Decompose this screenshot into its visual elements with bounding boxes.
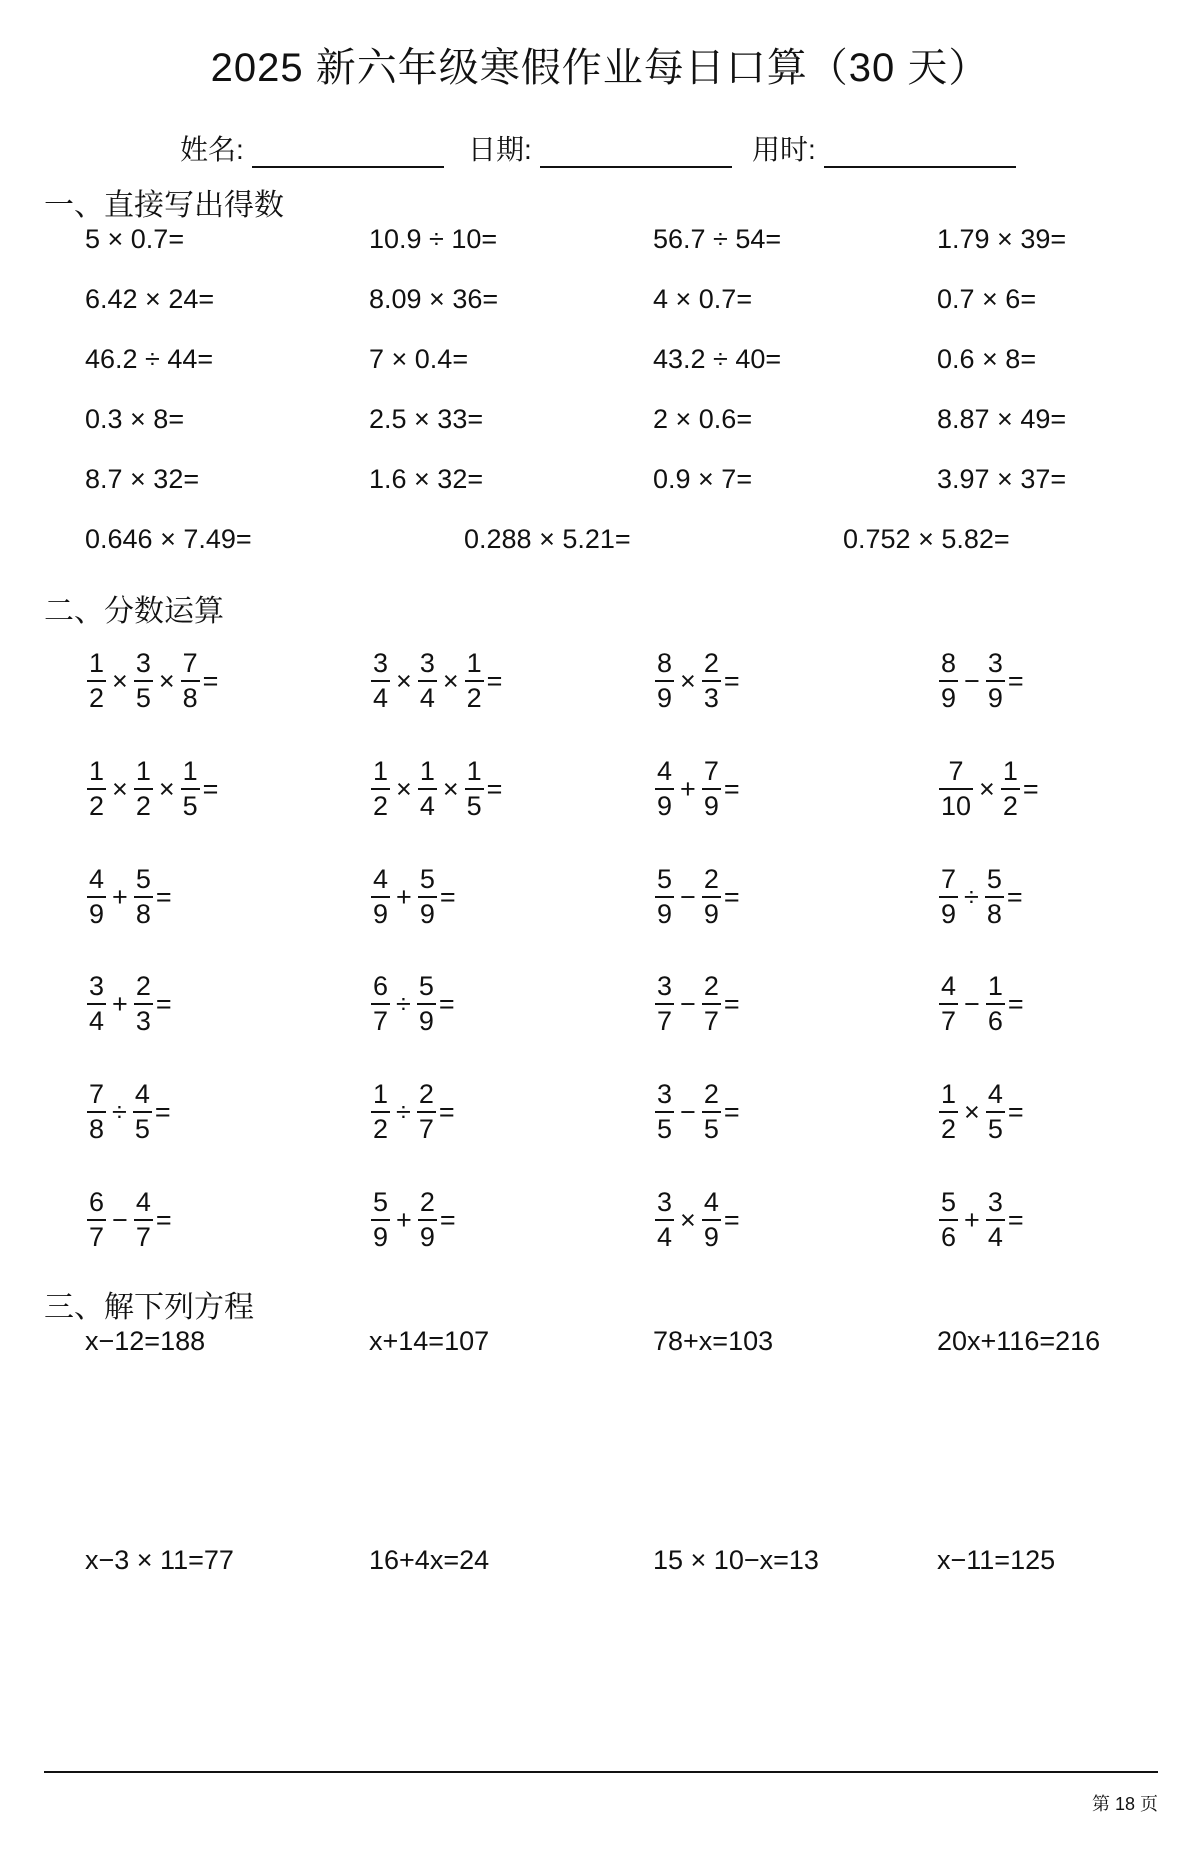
fraction: [87, 758, 106, 820]
operator: ÷: [396, 988, 411, 1019]
equals-sign: =: [439, 1204, 456, 1235]
equals-sign: =: [155, 1204, 172, 1235]
fraction-problem: [369, 641, 502, 721]
operator: ÷: [396, 1096, 411, 1127]
name-label: 姓名:: [180, 134, 244, 165]
fraction: [986, 650, 1005, 712]
numerator: 3: [657, 1079, 673, 1109]
fraction-problem: [937, 857, 1023, 937]
operator: ÷: [112, 1096, 127, 1127]
denominator: 5: [466, 791, 482, 821]
denominator: 4: [987, 1222, 1003, 1252]
fraction: [702, 973, 721, 1035]
denominator: 9: [373, 1222, 389, 1252]
numerator: 1: [987, 971, 1003, 1001]
equation-problem: 78+x=103: [653, 1326, 774, 1356]
fraction-problem: [85, 749, 218, 829]
fraction-problem: [85, 641, 218, 721]
denominator: 4: [419, 683, 435, 713]
fraction: [655, 758, 674, 820]
numerator: 7: [941, 864, 957, 894]
fraction: [417, 973, 436, 1035]
date-blank[interactable]: [540, 138, 732, 168]
fraction: [181, 758, 200, 820]
direct-problem: 8.7 × 32=: [85, 464, 200, 494]
direct-problem: 0.7 × 6=: [937, 284, 1037, 314]
time-field: [752, 128, 1016, 168]
operator: ×: [442, 773, 459, 804]
numerator: 2: [703, 648, 719, 678]
numerator: 3: [987, 1187, 1003, 1217]
numerator: 4: [135, 1187, 151, 1217]
numerator: 3: [657, 1187, 673, 1217]
numerator: 4: [134, 1079, 150, 1109]
numerator: 5: [135, 864, 151, 894]
direct-problem: 5 × 0.7=: [85, 224, 185, 254]
fraction-problem: [369, 1072, 455, 1152]
operator: +: [964, 1204, 980, 1235]
section-heading-equations: 三、解下列方程: [44, 1291, 254, 1324]
operator: +: [680, 773, 696, 804]
operator: ×: [112, 665, 128, 696]
numerator: 3: [135, 648, 151, 678]
direct-problem: 46.2 ÷ 44=: [85, 344, 214, 374]
direct-problem: 0.9 × 7=: [653, 464, 753, 494]
denominator: 9: [419, 899, 435, 929]
operator: ×: [979, 773, 995, 804]
equals-sign: =: [1007, 988, 1024, 1019]
fraction: [134, 650, 153, 712]
fraction-problem: [653, 749, 740, 829]
numerator: 1: [419, 756, 435, 786]
page-number: 第 18 页: [1091, 1794, 1158, 1814]
operator: ×: [158, 665, 175, 696]
numerator: 3: [373, 648, 389, 678]
equals-sign: =: [723, 988, 740, 1019]
equals-sign: =: [154, 1096, 171, 1127]
numerator: 2: [703, 971, 719, 1001]
numerator: 4: [373, 864, 389, 894]
numerator: 3: [987, 648, 1003, 678]
denominator: 6: [941, 1222, 957, 1252]
denominator: 8: [182, 683, 198, 713]
equals-sign: =: [1006, 881, 1023, 912]
numerator: 1: [466, 756, 482, 786]
numerator: 4: [89, 864, 105, 894]
direct-problem: 3.97 × 37=: [937, 464, 1067, 494]
equals-sign: =: [438, 988, 455, 1019]
name-blank[interactable]: [252, 138, 444, 168]
time-label: 用时:: [752, 134, 816, 165]
fraction: [134, 758, 153, 820]
numerator: 4: [987, 1079, 1003, 1109]
direct-problem: 2 × 0.6=: [653, 404, 753, 434]
denominator: 9: [941, 899, 957, 929]
fraction: [655, 1081, 674, 1143]
equals-sign: =: [723, 881, 740, 912]
equals-sign: =: [723, 665, 740, 696]
fraction-problem: [369, 857, 456, 937]
fraction-problem: [85, 964, 172, 1044]
direct-problem: 43.2 ÷ 40=: [653, 344, 782, 374]
denominator: 4: [373, 683, 389, 713]
numerator: 2: [703, 1079, 719, 1109]
fraction-problem: [85, 1072, 171, 1152]
numerator: 1: [373, 1079, 389, 1109]
direct-problem-long: 0.646 × 7.49=: [85, 524, 252, 554]
direct-problem-long: 0.288 × 5.21=: [464, 524, 631, 554]
denominator: 10: [941, 791, 972, 821]
denominator: 5: [657, 1114, 673, 1144]
denominator: 7: [657, 1006, 673, 1036]
numerator: 5: [986, 864, 1002, 894]
equals-sign: =: [1022, 773, 1039, 804]
fraction-problem: [937, 964, 1024, 1044]
direct-problem: 0.6 × 8=: [937, 344, 1037, 374]
fraction: [181, 650, 200, 712]
operator: +: [396, 1204, 412, 1235]
denominator: 9: [419, 1222, 435, 1252]
denominator: 7: [373, 1006, 389, 1036]
fraction-problem: [937, 1180, 1024, 1260]
numerator: 5: [419, 864, 435, 894]
denominator: 3: [703, 683, 719, 713]
denominator: 3: [135, 1006, 151, 1036]
fraction: [702, 866, 721, 928]
denominator: 2: [373, 791, 389, 821]
date-field: [468, 128, 732, 168]
fraction: [986, 1189, 1005, 1251]
denominator: 9: [941, 683, 957, 713]
fraction: [87, 866, 106, 928]
fraction: [655, 866, 674, 928]
denominator: 7: [941, 1006, 957, 1036]
equals-sign: =: [486, 773, 503, 804]
fraction: [418, 650, 437, 712]
fraction: [133, 1081, 152, 1143]
numerator: 4: [703, 1187, 719, 1217]
fraction: [939, 650, 958, 712]
denominator: 8: [89, 1114, 105, 1144]
denominator: 2: [941, 1114, 957, 1144]
operator: ×: [158, 773, 175, 804]
fraction: [939, 866, 958, 928]
fraction-problem: [369, 964, 455, 1044]
denominator: 9: [657, 683, 673, 713]
denominator: 7: [418, 1114, 434, 1144]
numerator: 3: [657, 971, 673, 1001]
numerator: 1: [89, 648, 105, 678]
fraction-problem: [937, 749, 1039, 829]
fraction: [939, 973, 958, 1035]
equals-sign: =: [723, 1096, 740, 1127]
operator: −: [680, 881, 696, 912]
denominator: 4: [89, 1006, 105, 1036]
denominator: 4: [419, 791, 435, 821]
fraction: [371, 973, 390, 1035]
fraction: [985, 866, 1004, 928]
numerator: 6: [373, 971, 389, 1001]
fraction: [418, 1189, 437, 1251]
denominator: 8: [135, 899, 151, 929]
fraction: [465, 650, 484, 712]
numerator: 1: [466, 648, 482, 678]
fraction: [986, 973, 1005, 1035]
numerator: 2: [419, 1187, 435, 1217]
fraction: [655, 1189, 674, 1251]
numerator: 1: [135, 756, 151, 786]
operator: −: [680, 988, 696, 1019]
section-heading-fractions: 二、分数运算: [44, 595, 224, 628]
denominator: 5: [134, 1114, 150, 1144]
fraction: [465, 758, 484, 820]
operator: −: [964, 988, 980, 1019]
denominator: 7: [135, 1222, 151, 1252]
fraction: [655, 973, 674, 1035]
numerator: 7: [89, 1079, 105, 1109]
denominator: 5: [703, 1114, 719, 1144]
fraction-problem: [937, 641, 1024, 721]
direct-problem: 7 × 0.4=: [369, 344, 469, 374]
fraction: [939, 1081, 958, 1143]
denominator: 7: [89, 1222, 105, 1252]
fraction: [371, 866, 390, 928]
denominator: 9: [703, 791, 719, 821]
footer-divider: [44, 1771, 1158, 1773]
fraction: [939, 758, 973, 820]
section-heading-direct: 一、直接写出得数: [44, 189, 284, 222]
operator: ×: [396, 665, 412, 696]
denominator: 9: [657, 899, 673, 929]
denominator: 2: [135, 791, 151, 821]
denominator: 9: [373, 899, 389, 929]
direct-problem: 1.6 × 32=: [369, 464, 484, 494]
fraction-problem: [85, 857, 172, 937]
page-title: 2025 新六年级寒假作业每日口算（30 天）: [210, 46, 990, 90]
fraction: [87, 650, 106, 712]
operator: ×: [442, 665, 459, 696]
equation-problem: x+14=107: [369, 1326, 490, 1356]
fraction-problem: [653, 1180, 740, 1260]
numerator: 7: [182, 648, 198, 678]
numerator: 5: [418, 971, 434, 1001]
equals-sign: =: [438, 1096, 455, 1127]
fraction-problem: [85, 1180, 172, 1260]
fraction: [986, 1081, 1005, 1143]
direct-problem: 0.3 × 8=: [85, 404, 185, 434]
operator: ×: [964, 1096, 980, 1127]
numerator: 4: [941, 971, 957, 1001]
operator: +: [112, 988, 128, 1019]
fraction-problem: [653, 857, 740, 937]
time-blank[interactable]: [824, 138, 1016, 168]
numerator: 3: [419, 648, 435, 678]
denominator: 9: [703, 1222, 719, 1252]
fraction: [134, 866, 153, 928]
equals-sign: =: [723, 773, 740, 804]
denominator: 9: [89, 899, 105, 929]
fraction-problem: [653, 964, 740, 1044]
fraction: [702, 1081, 721, 1143]
fraction: [371, 650, 390, 712]
fraction: [702, 758, 721, 820]
fraction: [417, 1081, 436, 1143]
denominator: 9: [418, 1006, 434, 1036]
numerator: 1: [1002, 756, 1018, 786]
denominator: 2: [89, 791, 105, 821]
fraction-problem: [369, 749, 502, 829]
date-label: 日期:: [468, 134, 532, 165]
numerator: 5: [941, 1187, 957, 1217]
fraction: [87, 1081, 106, 1143]
fraction: [371, 1081, 390, 1143]
equation-problem: x−3 × 11=77: [85, 1545, 234, 1575]
denominator: 9: [987, 683, 1003, 713]
fraction: [655, 650, 674, 712]
numerator: 6: [89, 1187, 105, 1217]
numerator: 8: [657, 648, 673, 678]
equation-problem: 20x+116=216: [937, 1326, 1101, 1356]
fraction: [371, 1189, 390, 1251]
direct-problem: 8.87 × 49=: [937, 404, 1067, 434]
denominator: 2: [89, 683, 105, 713]
direct-problem: 2.5 × 33=: [369, 404, 484, 434]
numerator: 7: [703, 756, 719, 786]
fraction: [418, 758, 437, 820]
numerator: 2: [135, 971, 151, 1001]
operator: +: [396, 881, 412, 912]
numerator: 5: [373, 1187, 389, 1217]
denominator: 2: [466, 683, 482, 713]
numerator: 4: [657, 756, 673, 786]
operator: −: [964, 665, 980, 696]
numerator: 1: [941, 1079, 957, 1109]
denominator: 4: [657, 1222, 673, 1252]
equation-problem: 16+4x=24: [369, 1545, 490, 1575]
fraction-problem: [653, 641, 740, 721]
fraction: [939, 1189, 958, 1251]
fraction-problem: [937, 1072, 1024, 1152]
numerator: 1: [89, 756, 105, 786]
denominator: 7: [703, 1006, 719, 1036]
name-field: [180, 128, 444, 168]
equals-sign: =: [202, 665, 219, 696]
numerator: 8: [941, 648, 957, 678]
fraction: [702, 650, 721, 712]
equation-problem: x−11=125: [937, 1545, 1056, 1575]
denominator: 9: [703, 899, 719, 929]
equals-sign: =: [439, 881, 456, 912]
fraction: [134, 1189, 153, 1251]
numerator: 3: [89, 971, 105, 1001]
equals-sign: =: [723, 1204, 740, 1235]
direct-problem: 10.9 ÷ 10=: [369, 224, 498, 254]
numerator: 2: [703, 864, 719, 894]
fraction: [418, 866, 437, 928]
direct-problem: 6.42 × 24=: [85, 284, 215, 314]
operator: +: [112, 881, 128, 912]
equals-sign: =: [486, 665, 503, 696]
numerator: 1: [373, 756, 389, 786]
operator: −: [680, 1096, 696, 1127]
operator: ×: [112, 773, 128, 804]
equation-problem: x−12=188: [85, 1326, 206, 1356]
denominator: 5: [182, 791, 198, 821]
direct-problem: 8.09 × 36=: [369, 284, 499, 314]
fraction: [134, 973, 153, 1035]
operator: ×: [680, 665, 696, 696]
fraction-problem: [653, 1072, 740, 1152]
fraction-problem: [369, 1180, 456, 1260]
denominator: 8: [986, 899, 1002, 929]
equals-sign: =: [155, 881, 172, 912]
denominator: 5: [135, 683, 151, 713]
equals-sign: =: [1007, 1096, 1024, 1127]
denominator: 6: [987, 1006, 1003, 1036]
operator: −: [112, 1204, 128, 1235]
equation-problem: 15 × 10−x=13: [653, 1545, 819, 1575]
denominator: 5: [987, 1114, 1003, 1144]
fraction: [87, 1189, 106, 1251]
operator: ÷: [964, 881, 979, 912]
direct-problem: 4 × 0.7=: [653, 284, 753, 314]
direct-problem-long: 0.752 × 5.82=: [843, 524, 1010, 554]
direct-problem: 1.79 × 39=: [937, 224, 1067, 254]
fraction: [371, 758, 390, 820]
fraction: [87, 973, 106, 1035]
equals-sign: =: [155, 988, 172, 1019]
operator: ×: [680, 1204, 696, 1235]
numerator: 2: [418, 1079, 434, 1109]
direct-problem: 56.7 ÷ 54=: [653, 224, 782, 254]
numerator: 7: [948, 756, 964, 786]
fraction: [702, 1189, 721, 1251]
equals-sign: =: [1007, 665, 1024, 696]
denominator: 2: [1002, 791, 1018, 821]
denominator: 9: [657, 791, 673, 821]
equals-sign: =: [202, 773, 219, 804]
fraction: [1001, 758, 1020, 820]
numerator: 1: [182, 756, 198, 786]
equals-sign: =: [1007, 1204, 1024, 1235]
operator: ×: [396, 773, 412, 804]
denominator: 2: [373, 1114, 389, 1144]
numerator: 5: [657, 864, 673, 894]
